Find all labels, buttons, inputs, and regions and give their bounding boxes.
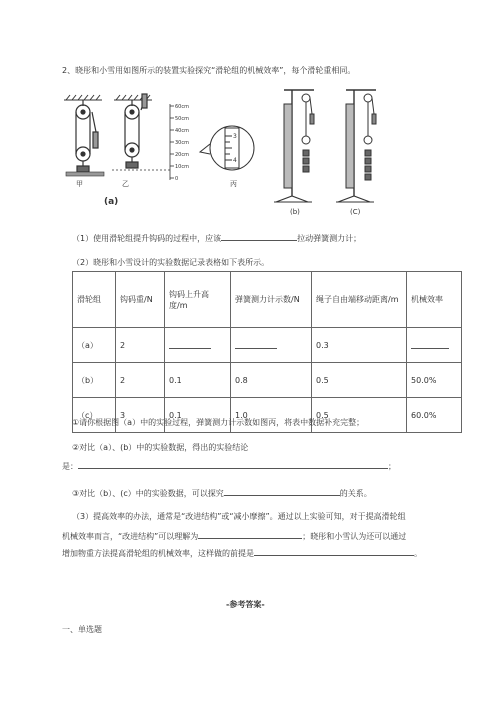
ruler-mark: 0 [175,176,179,182]
table-row [73,328,462,363]
question-3-line3-pre: 增加物重方法提高滑轮组的机械效率，这样做的前提是 [62,549,254,558]
question-1 [72,232,361,244]
table-cell: （a） [73,328,116,363]
table-header: 绳子自由端移动距离/m [312,272,407,328]
table-cell: 0.5 [312,398,407,433]
sub-question-3 [72,487,372,499]
table-header: 钩码重/N [116,272,165,328]
sub-question-2-line [62,460,396,472]
question-1-pre: （1）使用滑轮组提升钩码的过程中，应该 [72,234,222,243]
question-3-line2 [62,530,406,542]
question-3-line3 [62,547,422,559]
sub-question-3-pre: ③对比（b）、(c）中的实验数据，可以探究 [72,489,224,498]
table-header: 机械效率 [407,272,462,328]
table-cell: 50.0% [407,363,462,398]
table-cell: 2 [116,328,165,363]
answer-blank-3[interactable] [224,487,340,496]
figure-b [272,84,332,220]
answer-blank-1[interactable] [221,232,297,241]
ruler-mark: 20cm [175,152,189,158]
table-row [73,363,462,398]
table-cell: 0.5 [312,363,407,398]
table-cell: （c） [73,398,116,433]
answer-blank-4[interactable] [198,530,302,539]
table-cell: （b） [73,363,116,398]
label-bing: 丙 [230,180,237,188]
table-cell-blank[interactable] [165,328,231,363]
data-table [72,271,462,433]
table-cell: 1.0 [231,398,312,433]
answer-blank-2[interactable] [78,460,388,469]
table-cell: 0.1 [165,398,231,433]
table-cell: 0.3 [312,328,407,363]
figure-a [62,92,262,210]
table-header: 滑轮组 [73,272,116,328]
table-header-row [73,272,462,328]
answers-section-heading: 一、单选题 [62,625,102,634]
ceiling-hatch-jia [64,95,102,100]
table-cell: 60.0% [407,398,462,433]
sub-question-2-pre: 是： [62,462,78,471]
table-cell-blank[interactable] [407,328,462,363]
zoom-circle-bing [200,126,254,170]
zoom-mark: 3 [233,133,237,140]
question-1-post: 拉动弹簧测力计； [297,234,362,243]
table-cell: 0.1 [165,363,231,398]
ruler-mark: 60cm [175,104,189,110]
table-header: 钩码上升高度/m [165,272,231,328]
figure-c [334,84,394,220]
sub-question-3-post: 的关系。 [339,489,372,498]
question-3-line2-post: ；晓彤和小雪认为还可以通过 [302,532,407,541]
table-cell: 3 [116,398,165,433]
table-header: 弹簧测力计示数/N [231,272,312,328]
sub-question-1: ①请你根据图（a）中的实验过程，弹簧测力计示数如图丙，将表中数据补充完整； [72,418,365,427]
ruler-mark: 30cm [175,140,189,146]
sub-question-2-post: ； [388,462,396,471]
label-yi: 乙 [122,180,129,188]
answers-title: -参考答案- [226,600,265,609]
caption-b: (b) [290,208,300,216]
label-jia: 甲 [76,180,83,188]
ruler-mark: 40cm [175,128,189,134]
question-3-line2-pre: 机械效率而言，“改进结构”可以理解为 [62,532,199,541]
pulley-jia [76,100,98,172]
question-2-intro: （2）晓彤和小雪设计的实验数据记录表格如下表所示。 [72,258,270,267]
pulley-yi [125,94,147,168]
question-intro: 2、晓彤和小雪用如图所示的装置实验探究“滑轮组的机械效率”，每个滑轮重相同。 [62,66,356,75]
caption-c: (C) [350,208,361,216]
caption-a: (a) [104,197,119,207]
question-3-line3-post: 。 [414,549,422,558]
zoom-mark: 4 [233,157,237,164]
ruler-mark: 50cm [175,116,189,122]
sub-question-2: ②对比（a）、(b）中的实验数据，得出的实验结论 [72,443,249,452]
answer-blank-5[interactable] [254,547,414,556]
table-cell: 0.8 [231,363,312,398]
table-cell-blank[interactable] [231,328,312,363]
ruler-mark: 10cm [175,164,189,170]
ruler [170,104,174,180]
table-cell: 2 [116,363,165,398]
question-3-line1: （3）提高效率的办法，通常是“改进结构”或“减小摩擦”。通过以上实验可知，对于提高滑轮组 [72,512,406,521]
